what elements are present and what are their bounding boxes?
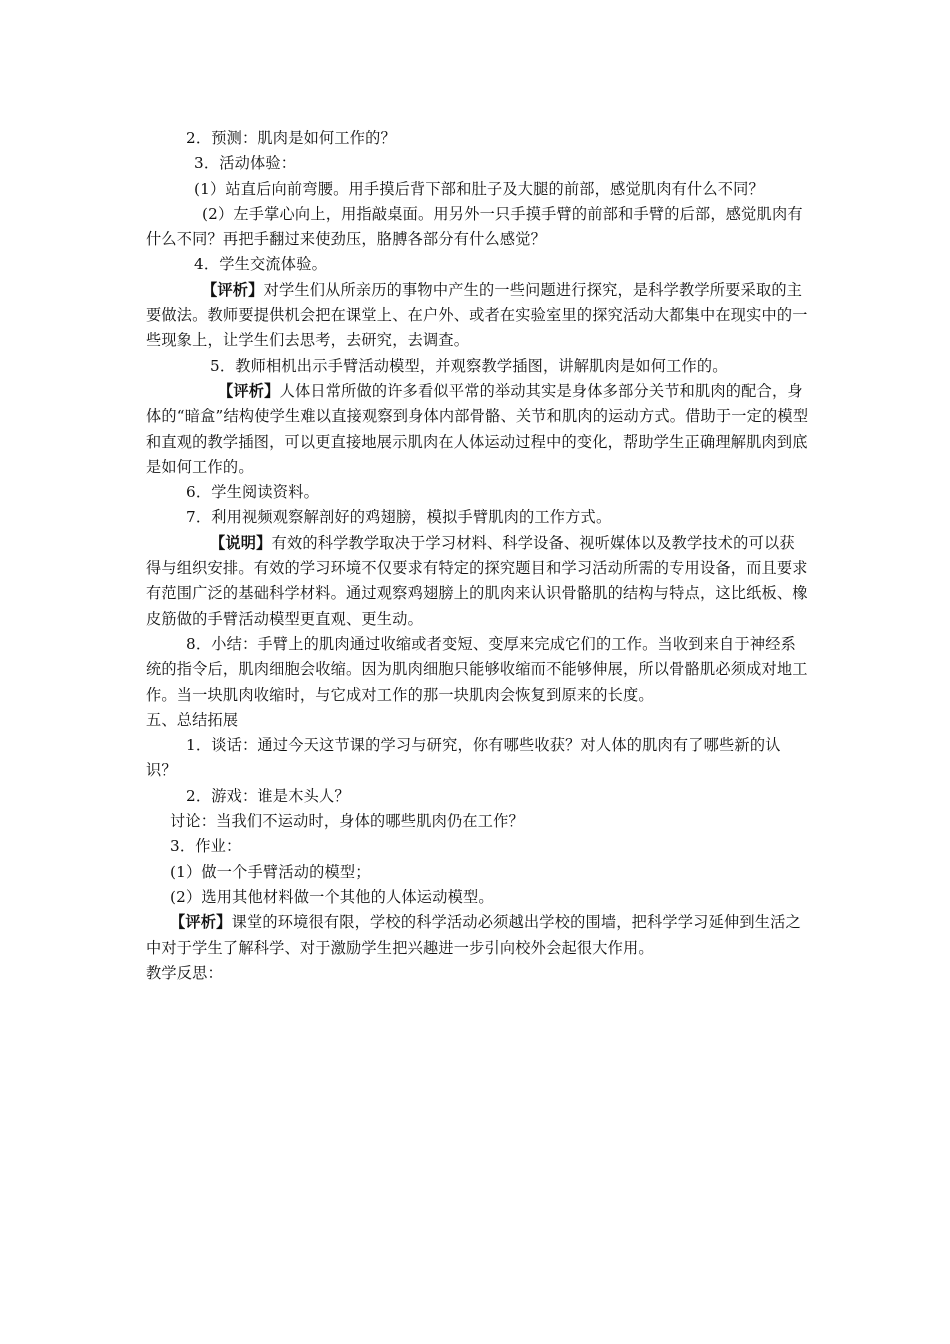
document-body — [146, 126, 810, 986]
paragraph-text: 人体日常所做的许多看似平常的举动其实是身体多部分关节和肌肉的配合，身体的“暗盒”结构使学生难以直接观察到身体内部骨骼、关节和肌肉的运动方式。借助于一定的模型和直观的教学插图，可以更直接地展示肌肉在人体运动过程中的变化，帮助学生正确理解肌肉到底是如何工作的。 — [146, 381, 809, 476]
paragraph-text: 五、总结拓展 — [146, 710, 239, 729]
paragraph-20 — [146, 910, 810, 961]
paragraph-text: 对学生们从所亲历的事物中产生的一些问题进行探究，是科学教学所要采取的主要做法。教师要提供机会把在课堂上、在户外、或者在实验室里的探究活动大都集中在现实中的一些现象上，让学生们去思考，去研究，去调查。 — [146, 280, 808, 350]
comment-tag: 【说明】 — [210, 533, 272, 552]
paragraph-text: 2．预测：肌肉是如何工作的？ — [186, 129, 396, 147]
comment-tag: 【评析】 — [202, 280, 264, 299]
paragraph-text: (1）做一个手臂活动的模型； — [170, 862, 371, 881]
paragraph-3 — [146, 177, 810, 202]
paragraph-14 — [146, 733, 810, 784]
paragraph-6 — [146, 278, 810, 354]
paragraph-21 — [146, 961, 810, 986]
paragraph-2 — [146, 151, 810, 176]
comment-tag: 【评析】 — [170, 913, 232, 932]
paragraph-text: 3．活动体验： — [194, 154, 297, 173]
paragraph-18 — [146, 860, 810, 885]
paragraph-4 — [146, 202, 810, 253]
paragraph-19 — [146, 885, 810, 910]
paragraph-7 — [146, 354, 810, 379]
paragraph-text: (2）选用其他材料做一个其他的人体运动模型。 — [170, 887, 494, 906]
paragraph-5 — [146, 252, 810, 277]
comment-tag: 【评析】 — [218, 381, 280, 400]
paragraph-text: 6．学生阅读资料。 — [186, 483, 319, 502]
paragraph-text: 1．谈话：通过今天这节课的学习与研究，你有哪些收获？对人体的肌肉有了哪些新的认识？ — [146, 736, 781, 780]
paragraph-text: 有效的科学教学取决于学习材料、科学设备、视听媒体以及教学技术的可以获得与组织安排。有效的学习环境不仅要求有特定的探究题目和学习活动所需的专用设备，而且要求有范围广泛的基础科学材料。通过观察鸡翅膀上的肌肉来认识骨骼肌的结构与特点，这比纸板、橡皮筋做的手臂活动模型更直观、更生动。 — [146, 533, 808, 628]
paragraph-text: 3．作业： — [170, 837, 242, 856]
paragraph-15 — [146, 784, 810, 809]
paragraph-16 — [146, 809, 810, 834]
paragraph-10 — [146, 505, 810, 530]
paragraph-text: 4．学生交流体验。 — [194, 255, 327, 274]
paragraph-text: 5．教师相机出示手臂活动模型，并观察教学插图，讲解肌肉是如何工作的。 — [210, 356, 728, 375]
paragraph-13 — [146, 708, 810, 733]
paragraph-8 — [146, 379, 810, 480]
paragraph-text: (2）左手掌心向上，用指敲桌面。用另外一只手摸手臂的前部和手臂的后部，感觉肌肉有什么不同？再把手翻过来使劲压，胳膊各部分有什么感觉？ — [146, 204, 803, 249]
paragraph-11 — [146, 531, 810, 632]
paragraph-text: (1）站直后向前弯腰。用手摸后背下部和肚子及大腿的前部，感觉肌肉有什么不同？ — [194, 179, 764, 198]
paragraph-text: 课堂的环境很有限，学校的科学活动必须越出学校的围墙，把科学学习延伸到生活之中对于学生了解科学、对于激励学生把兴趣进一步引向校外会起很大作用。 — [146, 913, 801, 957]
paragraph-12 — [146, 632, 810, 708]
paragraph-text: 教学反思： — [146, 963, 223, 982]
paragraph-17 — [146, 834, 810, 859]
paragraph-9 — [146, 480, 810, 505]
paragraph-text: 7．利用视频观察解剖好的鸡翅膀，模拟手臂肌肉的工作方式。 — [186, 508, 612, 527]
paragraph-text: 2．游戏：谁是木头人？ — [186, 786, 350, 805]
paragraph-1 — [146, 126, 810, 151]
paragraph-text: 8．小结：手臂上的肌肉通过收缩或者变短、变厚来完成它们的工作。当收到来自于神经系统的指令后，肌肉细胞会收缩。因为肌肉细胞只能够收缩而不能够伸展，所以骨骼肌必须成对地工作。当一块肌肉收缩时，与它成对工作的那一块肌肉会恢复到原来的长度。 — [146, 634, 808, 704]
paragraph-text: 讨论：当我们不运动时，身体的哪些肌肉仍在工作？ — [170, 812, 524, 831]
